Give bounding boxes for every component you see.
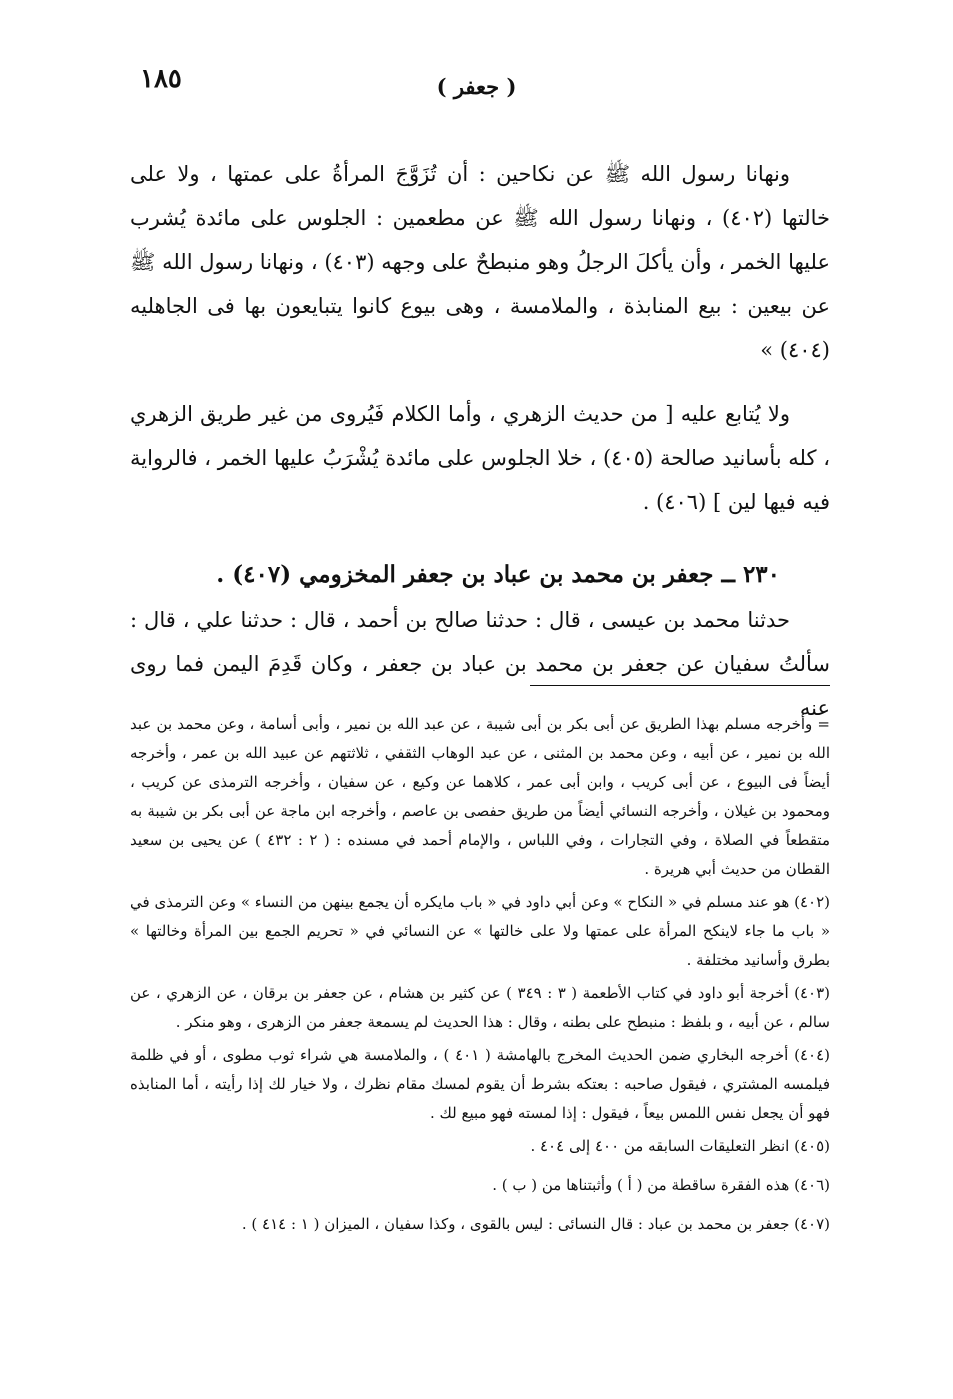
paragraph-commentary: ولا يُتابع عليه [ من حديث الزهري ، وأما الكلام فَيُروى من غير طريق الزهري ، كله بأسانيد صالحة (٤٠٥) ، خلا الجلوس على مائدة يُشْرَبُ عليها الخمر ، فالرواية فيه فيها لين ] (٤٠٦) . [130,402,831,514]
footnote-407: (٤٠٧) جعفر بن محمد بن عباد : قال النسائى : ليس بالقوى ، وكذا سفيان ، الميزان ( ١ : ٤١٤ ) . [241,1215,830,1233]
page-number: ١٨٥ [140,64,182,94]
footnotes [130,710,830,1249]
running-head: ( جعفر ) [436,74,517,99]
entry-heading: ٢٣٠ ــ جعفر بن محمد بن عباد بن جعفر المخزومي (٤٠٧) . [216,561,780,588]
footnote-continued: = وأخرجه مسلم بهذا الطريق عن أبى بكر بن أبى شيبة ، عن عبد الله بن نمير ، وأبى أسامة ، وعن محمد بن عبد الله بن نمير ، عن أبيه ، وعن محمد بن المثنى ، عن عبد الوهاب الثقفي ، ثلاثتهم عن عبيد الله بن عمر ، وأخرجه أيضاً فى البيوع ، عن أبى كريب ، وابن أبى عمر ، كلاهما عن وكيع ، عن سفيان ، وأخرجه الترمذى عن كريب ، ومحمود بن غيلان ، وأخرجه النسائي أيضاً من طريق حفصى بن عاصم ، وأخرجه ابن ماجة عن أبى بكر بن شيبة به متقطعاً في الصلاة ، وفي التجارات ، وفي اللباس ، والإمام أحمد في مسنده : ( ٢ : ٤٣٢ ) عن يحيى بن سعيد القطان من حديث أبي هريرة . [130,715,830,878]
main-text [130,152,830,524]
footnote-separator [530,685,830,686]
footnote-404: (٤٠٤) أخرجه البخاري ضمن الحديث المخرج بالهامشة ( ٤٠١ ) ، والملامسة هي شراء ثوب مطوى ، أو في ظلمة فيلمسه المشتري ، فيقول صاحبه : بعتكه بشرط أن يقوم لمسك مقام نظرك ، ولا خيار لك إذا رأيته ، أما المنابذه فهو أن يجعل نفس اللمس بيعاً ، فيقول : إذا لمسته فهو مبيع لك . [130,1046,830,1122]
footnote-405: (٤٠٥) انظر التعليقات السابقه من ٤٠٠ إلى ٤٠٤ . [530,1137,830,1155]
paragraph-hadith: ونهانا رسول الله ﷺ عن نكاحين : أن تُزَوَّجَ المرأةُ على عمتها ، ولا على خالتها (٤٠٢) ، ونهانا رسول الله ﷺ عن مطعمين : الجلوس على مائدة يُشرب عليها الخمر ، وأن يأكلَ الرجلُ وهو منبطحٌ على وجهه (٤٠٣) ، ونهانا رسول الله ﷺ عن بيعين : بيع المنابذة ، والملامسة ، وهى بيوع كانوا يتبايعون بها فى الجاهليه (٤٠٤) » [130,162,831,362]
footnote-403: (٤٠٣) أخرجة أبو داود في كتاب الأطعمة ( ٣ : ٣٤٩ ) عن كثير بن هشام ، عن جعفر بن برقان ، عن الزهري ، عن سالم ، عن أبيه ، و بلفظ : منبطح على بطنه ، وقال : هذا الحديث لم يسمعة جعفر من الزهرى ، وهو منكر . [130,984,831,1031]
entry-text: حدثنا محمد بن عيسى ، قال : حدثنا صالح بن أحمد ، قال : حدثنا علي ، قال : سألتُ سفيان عن جعفر بن محمد بن عباد بن جعفر ، وكان قَدِمَ اليمن فما روى عنه [130,608,830,720]
footnote-406: (٤٠٦) هذه الفقرة ساقطة من ( أ ) وأثبتناها من ( ب ) . [492,1176,830,1194]
footnote-402: (٤٠٢) هو عند مسلم في « النكاح » وعن أبي داود في « باب مايكره أن يجمع بينهن من النساء » وعن الترمذى في « باب ما جاء لاينكح المرأة على عمتها ولا على خالتها » عن النسائي في « تحريم الجمع بين المرأة وخالتها » بطرق وأسانيد مختلفة . [130,893,830,969]
